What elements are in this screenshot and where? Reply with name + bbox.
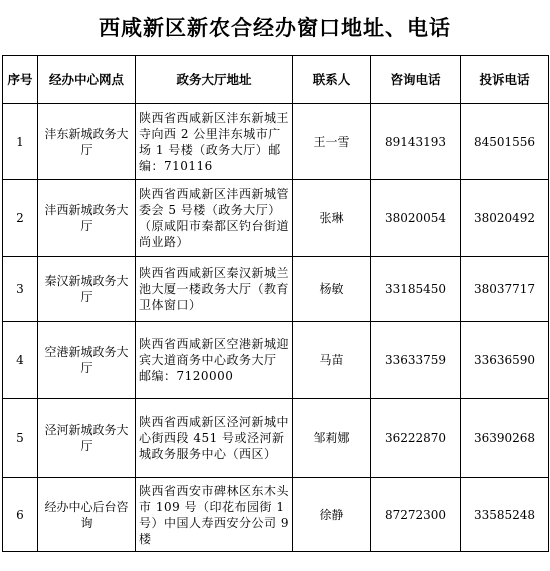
consult-phone: 36222870 [371, 399, 461, 478]
service-center: 沣东新城政务大厅 [38, 104, 136, 180]
consult-phone: 38020054 [371, 180, 461, 257]
service-center: 泾河新城政务大厅 [38, 399, 136, 478]
contact-person: 张琳 [293, 180, 371, 257]
hall-address: 陕西省西咸新区沣东新城王寺向西 2 公里沣东城市广场 1 号楼（政务大厅）邮编：710116 [136, 104, 293, 180]
hall-address: 陕西省西咸新区秦汉新城兰池大厦一楼政务大厅（教育卫体窗口） [136, 257, 293, 322]
complaint-phone: 38020492 [461, 180, 549, 257]
hall-address: 陕西省西咸新区泾河新城中心街西段 451 号或泾河新城政务服务中心（西区） [136, 399, 293, 478]
row-number: 6 [3, 478, 38, 552]
contact-person: 徐静 [293, 478, 371, 552]
header-complaint-phone: 投诉电话 [461, 56, 549, 104]
table-row [3, 322, 549, 399]
hall-address: 陕西省西安市碑林区东木头市 109 号（印花布园街 1 号）中国人寿西安分公司 9 楼 [136, 478, 293, 552]
row-number: 2 [3, 180, 38, 257]
document-title: 西咸新区新农合经办窗口地址、电话 [99, 16, 451, 40]
contact-person: 杨敏 [293, 257, 371, 322]
row-number: 3 [3, 257, 38, 322]
row-number: 5 [3, 399, 38, 478]
hall-address: 陕西省西咸新区沣西新城管委会 5 号楼（政务大厅）（原咸阳市秦都区钓台街道尚业路） [136, 180, 293, 257]
service-center: 秦汉新城政务大厅 [38, 257, 136, 322]
service-center: 空港新城政务大厅 [38, 322, 136, 399]
complaint-phone: 33636590 [461, 322, 549, 399]
header-consult-phone: 咨询电话 [371, 56, 461, 104]
table-header-row [3, 56, 549, 104]
contact-person: 王一雪 [293, 104, 371, 180]
service-center: 沣西新城政务大厅 [38, 180, 136, 257]
contact-person: 邹莉娜 [293, 399, 371, 478]
hall-address: 陕西省西咸新区空港新城迎宾大道商务中心政务大厅 邮编：7120000 [136, 322, 293, 399]
contact-table [2, 55, 549, 552]
complaint-phone: 33585248 [461, 478, 549, 552]
header-address: 政务大厅地址 [136, 56, 293, 104]
header-no: 序号 [3, 56, 38, 104]
consult-phone: 89143193 [371, 104, 461, 180]
service-center: 经办中心后台咨询 [38, 478, 136, 552]
header-contact: 联系人 [293, 56, 371, 104]
complaint-phone: 36390268 [461, 399, 549, 478]
complaint-phone: 38037717 [461, 257, 549, 322]
table-row [3, 478, 549, 552]
row-number: 4 [3, 322, 38, 399]
table-row [3, 257, 549, 322]
consult-phone: 33185450 [371, 257, 461, 322]
consult-phone: 87272300 [371, 478, 461, 552]
row-number: 1 [3, 104, 38, 180]
consult-phone: 33633759 [371, 322, 461, 399]
header-center: 经办中心网点 [38, 56, 136, 104]
table-row [3, 104, 549, 180]
complaint-phone: 84501556 [461, 104, 549, 180]
table-row [3, 180, 549, 257]
table-row [3, 399, 549, 478]
contact-person: 马苗 [293, 322, 371, 399]
